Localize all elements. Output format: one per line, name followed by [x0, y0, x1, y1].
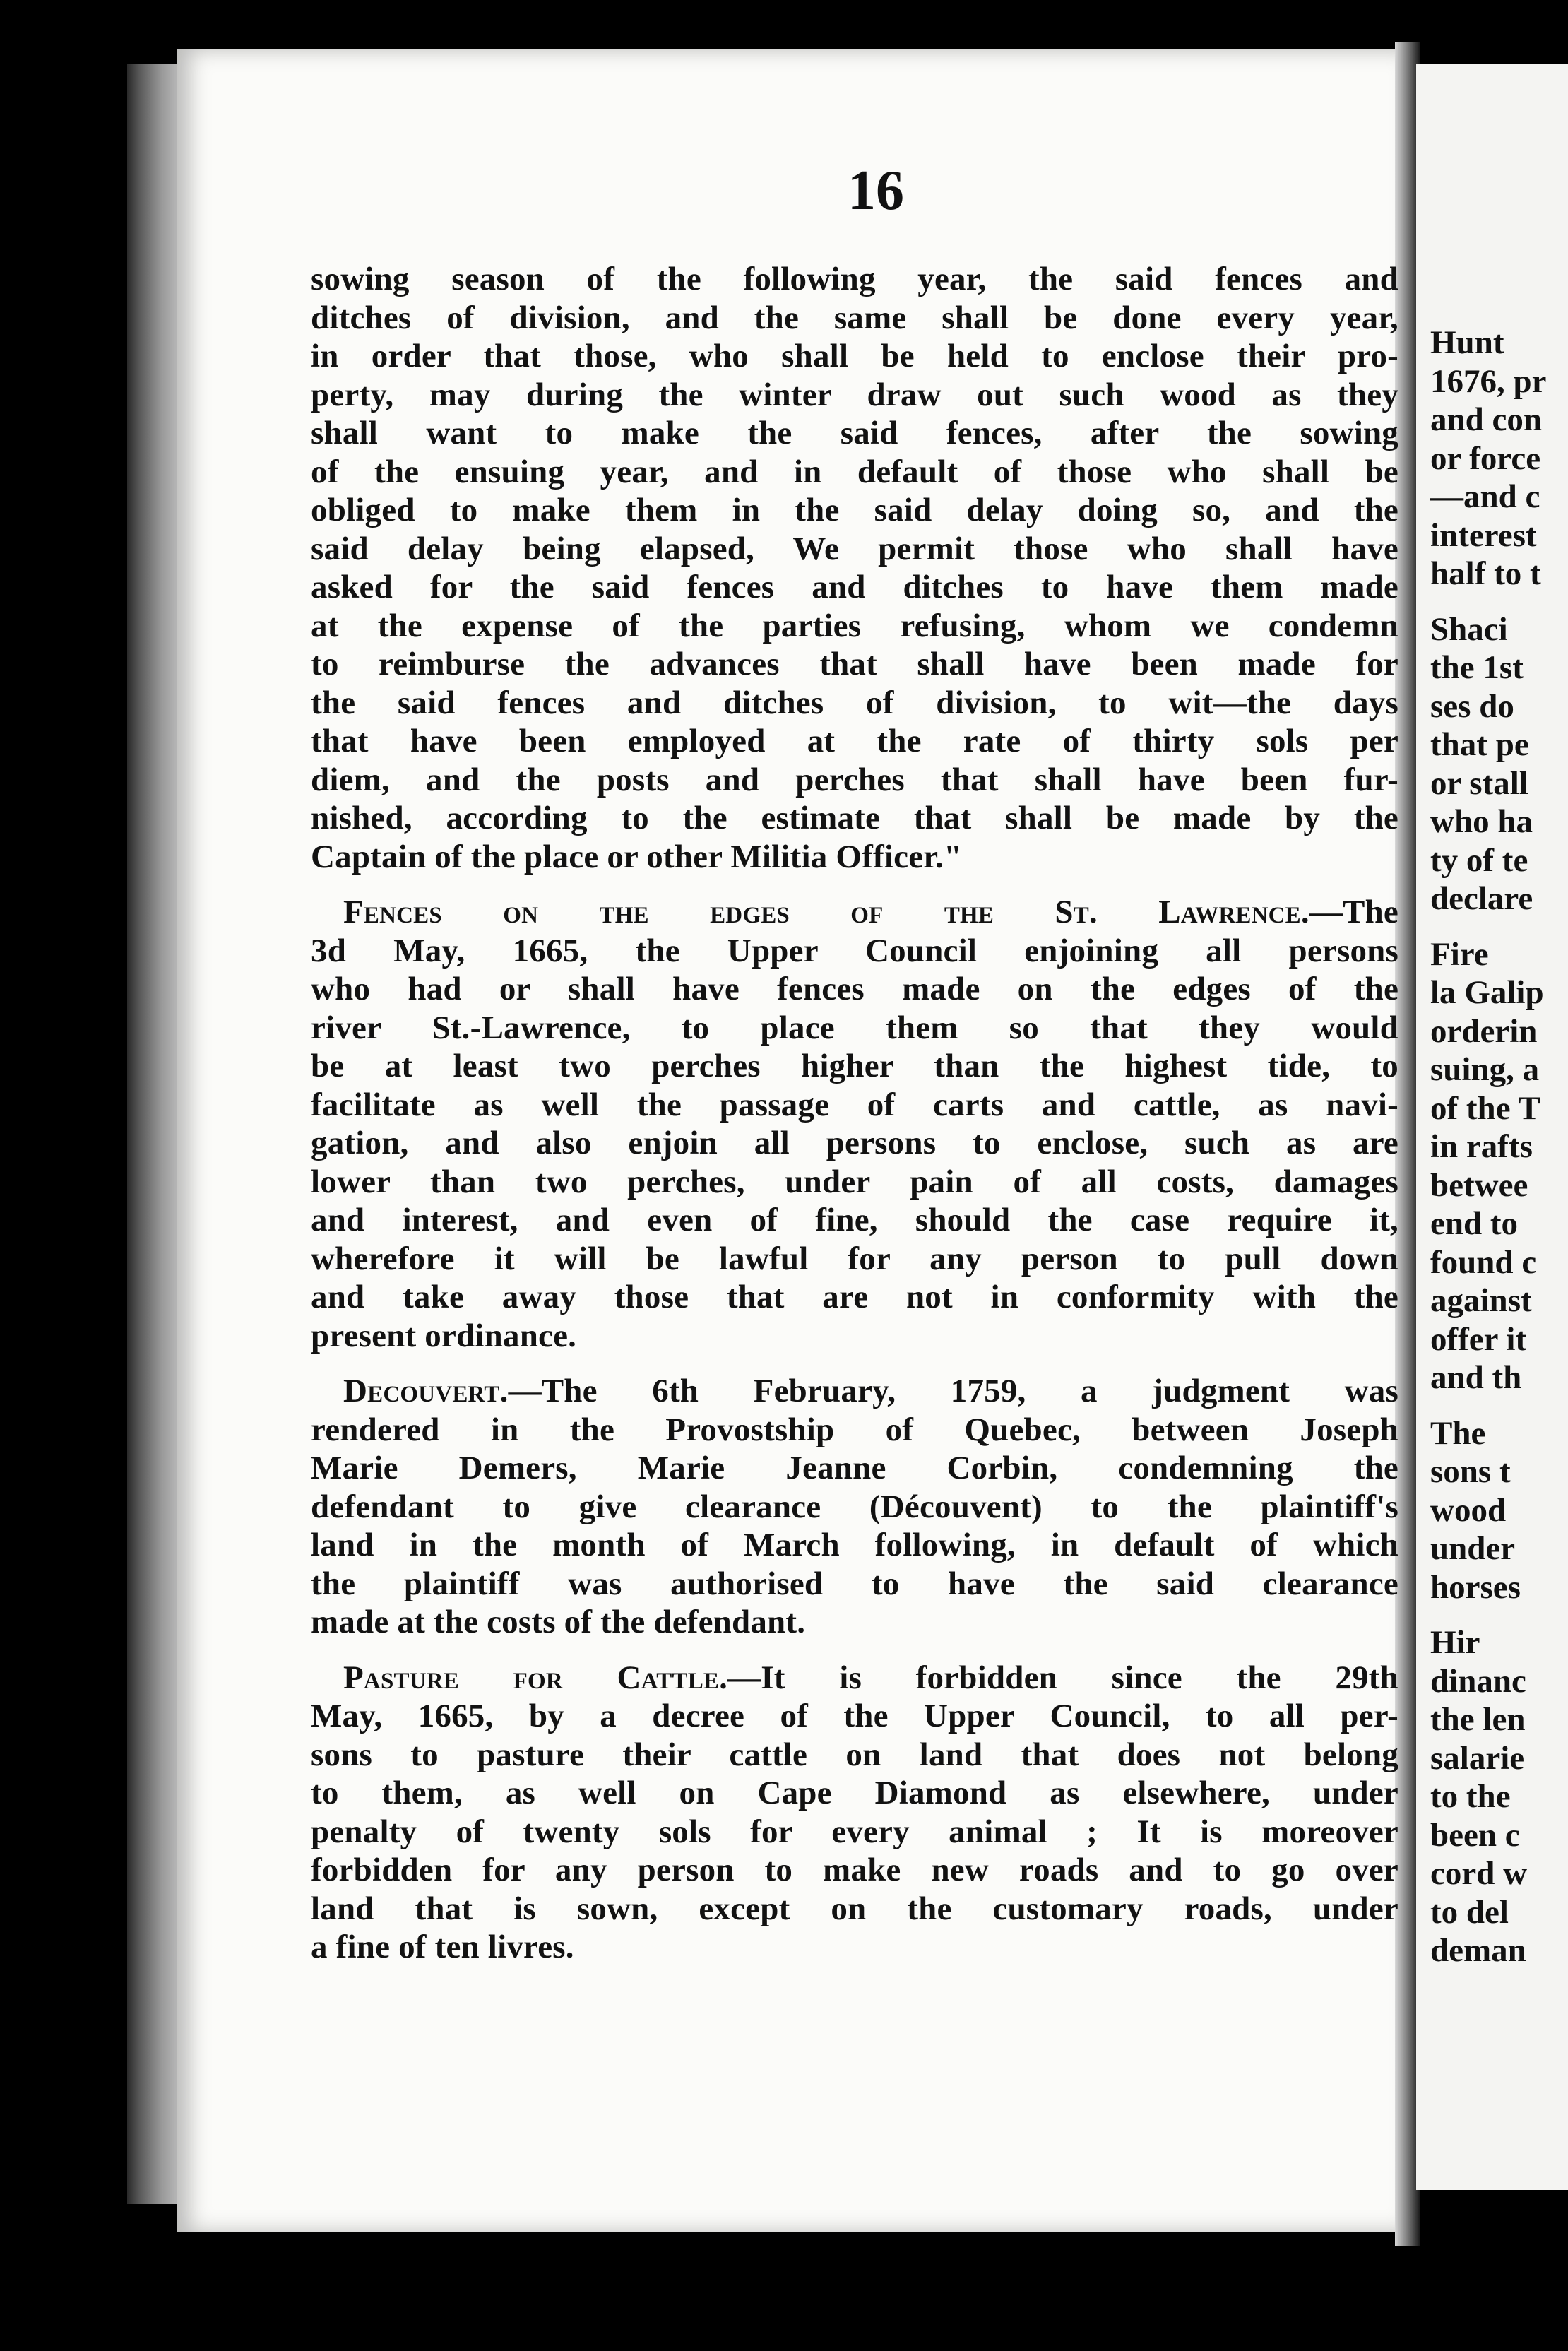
heading-continuation: —The: [1309, 894, 1398, 930]
facing-text-line: cord w: [1430, 1855, 1528, 1892]
paragraph-gap: [1430, 1606, 1568, 1623]
facing-page-text: [1430, 324, 1568, 1970]
text-line: and interest, and even of fine, should the case require it,: [311, 1202, 1398, 1238]
text-line: to reimburse the advances that shall have been made for: [311, 646, 1398, 682]
paragraph-gap: [311, 876, 1398, 893]
facing-text-line: Shaci: [1430, 610, 1508, 648]
section-heading: Fences on the edges of the St. Lawrence.: [343, 894, 1309, 930]
text-line: [311, 1372, 1398, 1411]
section-heading: Pasture for Cattle.: [343, 1659, 728, 1696]
text-line: May, 1665, by a decree of the Upper Council, to all per-: [311, 1698, 1398, 1734]
facing-text-line: Hunt: [1430, 324, 1504, 361]
facing-text-line: dinanc: [1430, 1662, 1526, 1700]
facing-text-line: orderin: [1430, 1012, 1538, 1050]
facing-text-line: the len: [1430, 1701, 1526, 1738]
facing-text-line: found c: [1430, 1243, 1537, 1281]
text-line: [311, 1659, 1398, 1698]
text-line: in order that those, who shall be held to enclose their pro-: [311, 338, 1398, 374]
paragraph-gap: [1430, 1397, 1568, 1414]
facing-text-line: The: [1430, 1414, 1486, 1452]
paragraph-gap: [311, 1355, 1398, 1372]
facing-text-line: been c: [1430, 1816, 1520, 1854]
facing-text-line: the 1st: [1430, 649, 1524, 686]
text-line: perty, may during the winter draw out such wood as they: [311, 376, 1398, 413]
text-line: diem, and the posts and perches that shall have been fur-: [311, 761, 1398, 798]
paragraph-gap: [1430, 918, 1568, 935]
facing-text-line: deman: [1430, 1932, 1526, 1969]
text-line: river St.-Lawrence, to place them so that they would: [311, 1009, 1398, 1046]
facing-text-line: of the T: [1430, 1089, 1540, 1127]
text-line: obliged to make them in the said delay doing so, and the: [311, 492, 1398, 528]
paragraph-gap: [1430, 593, 1568, 610]
facing-text-line: or stall: [1430, 764, 1528, 802]
facing-text-line: Hir: [1430, 1624, 1480, 1661]
facing-text-line: or force: [1430, 439, 1541, 477]
text-line: penalty of twenty sols for every animal ; It is moreover: [311, 1813, 1398, 1850]
facing-text-line: betwee: [1430, 1166, 1528, 1204]
text-line: asked for the said fences and ditches to have them made: [311, 569, 1398, 605]
facing-text-line: in rafts: [1430, 1128, 1533, 1165]
facing-text-line: and con: [1430, 401, 1543, 438]
text-line: Marie Demers, Marie Jeanne Corbin, condemning the: [311, 1450, 1398, 1486]
text-line: said delay being elapsed, We permit those who shall have: [311, 530, 1398, 567]
text-line: rendered in the Provostship of Quebec, between Joseph: [311, 1411, 1398, 1448]
facing-text-line: half to t: [1430, 555, 1541, 592]
text-line: the said fences and ditches of division, to wit—the days: [311, 684, 1398, 721]
text-line: wherefore it will be lawful for any person to pull down: [311, 1240, 1398, 1277]
text-line: at the expense of the parties refusing, whom we condemn: [311, 607, 1398, 644]
text-line: ditches of division, and the same shall be done every year,: [311, 299, 1398, 336]
text-line: that have been employed at the rate of thirty sols per: [311, 723, 1398, 759]
text-line: be at least two perches higher than the highest tide, to: [311, 1048, 1398, 1084]
heading-continuation: —It is forbidden since the 29th: [727, 1659, 1398, 1696]
text-line: sons to pasture their cattle on land that does not belong: [311, 1736, 1398, 1773]
text-line: shall want to make the said fences, after the sowing: [311, 415, 1398, 451]
facing-text-line: offer it: [1430, 1320, 1527, 1358]
text-line: who had or shall have fences made on the edges of the: [311, 971, 1398, 1007]
facing-page: [1416, 64, 1568, 2190]
text-line: lower than two perches, under pain of all costs, damages: [311, 1163, 1398, 1200]
text-line: a fine of ten livres.: [311, 1929, 574, 1965]
facing-text-line: to the: [1430, 1778, 1511, 1815]
text-line: Captain of the place or other Militia Officer.": [311, 838, 963, 875]
facing-text-line: ty of te: [1430, 841, 1528, 879]
page-body-text: [311, 260, 1398, 1967]
text-line: land that is sown, except on the customary roads, under: [311, 1890, 1398, 1927]
facing-text-line: under: [1430, 1530, 1516, 1567]
facing-text-line: la Galip: [1430, 974, 1544, 1011]
facing-text-line: suing, a: [1430, 1051, 1540, 1088]
facing-text-line: declare: [1430, 880, 1533, 917]
facing-text-line: and th: [1430, 1359, 1522, 1396]
text-line: made at the costs of the defendant.: [311, 1604, 806, 1640]
text-line: nished, according to the estimate that shall be made by the: [311, 800, 1398, 836]
page-number: 16: [848, 160, 904, 222]
text-line: the plaintiff was authorised to have the said clearance: [311, 1565, 1398, 1602]
text-line: forbidden for any person to make new roads and to go over: [311, 1852, 1398, 1888]
facing-text-line: wood: [1430, 1491, 1507, 1529]
text-line: to them, as well on Cape Diamond as elsewhere, under: [311, 1775, 1398, 1811]
facing-text-line: end to: [1430, 1205, 1519, 1242]
text-line: sowing season of the following year, the said fences and: [311, 261, 1398, 297]
facing-text-line: Fire: [1430, 935, 1489, 973]
facing-text-line: —and c: [1430, 478, 1540, 515]
text-line: defendant to give clearance (Découvent) to the plaintiff's: [311, 1488, 1398, 1525]
facing-text-line: salarie: [1430, 1739, 1525, 1777]
heading-continuation: —The 6th February, 1759, a judgment was: [508, 1373, 1398, 1409]
text-line: gation, and also enjoin all persons to enclose, such as are: [311, 1125, 1398, 1161]
facing-text-line: interest: [1430, 516, 1537, 554]
text-line: of the ensuing year, and in default of those who shall be: [311, 453, 1398, 490]
facing-text-line: horses: [1430, 1568, 1521, 1606]
text-line: and take away those that are not in conformity with the: [311, 1279, 1398, 1315]
facing-text-line: who ha: [1430, 803, 1533, 840]
facing-text-line: against: [1430, 1282, 1532, 1319]
text-line: land in the month of March following, in default of which: [311, 1527, 1398, 1563]
facing-text-line: 1676, pr: [1430, 362, 1547, 400]
facing-text-line: to del: [1430, 1893, 1509, 1931]
text-line: [311, 893, 1398, 932]
section-heading: Decouvert.: [343, 1373, 509, 1409]
facing-text-line: sons t: [1430, 1453, 1511, 1490]
text-line: 3d May, 1665, the Upper Council enjoining all persons: [311, 932, 1398, 969]
text-line: facilitate as well the passage of carts and cattle, as navi-: [311, 1086, 1398, 1123]
facing-text-line: ses do: [1430, 687, 1514, 725]
facing-text-line: that pe: [1430, 726, 1529, 763]
paragraph-gap: [311, 1642, 1398, 1659]
text-line: present ordinance.: [311, 1317, 577, 1354]
